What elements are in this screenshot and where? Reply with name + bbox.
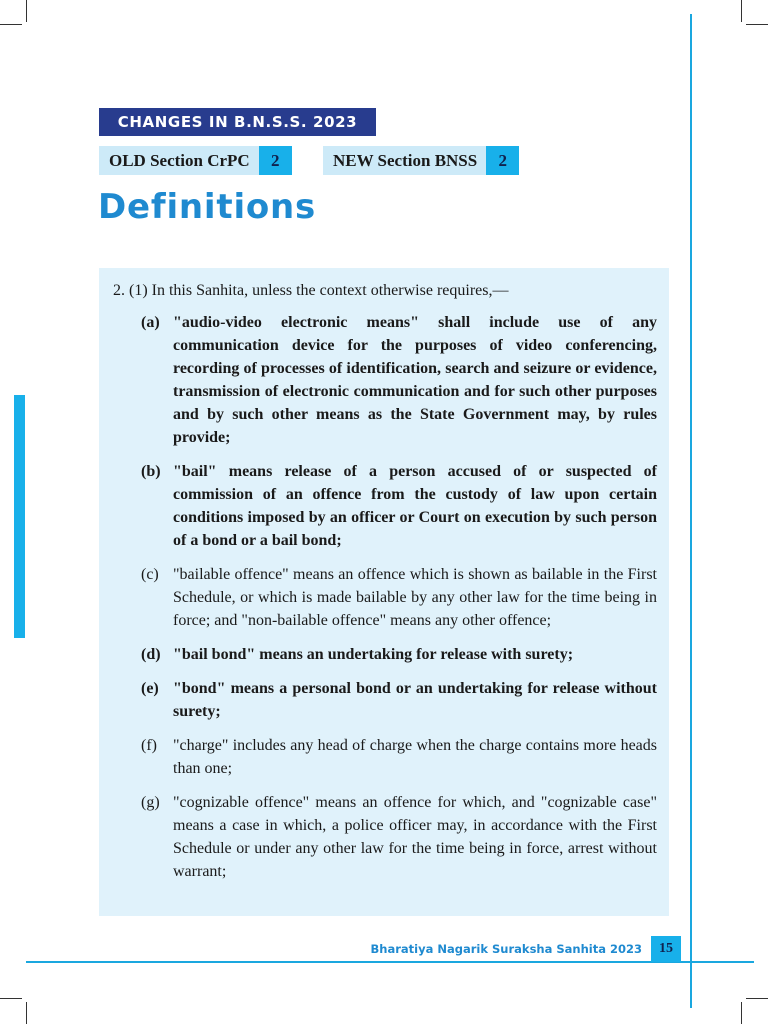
definition-item <box>141 311 657 449</box>
definition-mark: (b) <box>141 463 161 480</box>
definition-text: "bond" means a personal bond or an undertaking for release without surety; <box>173 680 657 720</box>
old-section-number: 2 <box>259 146 292 175</box>
page-number: 15 <box>651 936 681 962</box>
definition-item <box>141 563 657 632</box>
definition-text: "bailable offence" means an offence which is shown as bailable in the First Schedule, or which is made bailable by any other law for the time being in force; and "non-bailable offence" means any other offence; <box>173 566 657 629</box>
old-section-label: OLD Section CrPC <box>99 146 259 175</box>
crop-mark <box>0 998 22 999</box>
footer-rule <box>26 961 754 963</box>
definition-item <box>141 643 657 666</box>
definition-mark: (d) <box>141 646 161 663</box>
footer-book-title: Bharatiya Nagarik Suraksha Sanhita 2023 <box>370 942 642 956</box>
side-accent-bar <box>14 395 25 638</box>
definition-text: "bail" means release of a person accused of or suspected of commission of an offence from the custody of law upon certain conditions imposed by an officer or Court on execution by such person of a bond or a bail bond; <box>173 463 657 549</box>
page-title: Definitions <box>98 187 317 227</box>
margin-rule <box>690 14 692 1008</box>
intro-text: 2. (1) In this Sanhita, unless the context otherwise requires,— <box>113 282 509 299</box>
definition-mark: (e) <box>141 680 159 697</box>
definition-mark: (c) <box>141 566 159 583</box>
definition-mark: (a) <box>141 314 160 331</box>
definition-text: "audio-video electronic means" shall include use of any communication device for the purposes of video conferencing, recording of processes of identification, search and seizure or evidence, transmission of electronic communication and for such other purposes and by such other means as the State Government may, by rules provide; <box>173 314 657 446</box>
definition-item <box>141 734 657 780</box>
definition-text: "cognizable offence" means an offence for which, and "cognizable case" means a case in which, a police officer may, in accordance with the First Schedule or under any other law for the time being in force, arrest without warrant; <box>173 794 657 880</box>
definition-text: "charge" includes any head of charge when the charge contains more heads than one; <box>173 737 657 777</box>
definition-item <box>141 791 657 883</box>
new-section-pill <box>323 146 519 175</box>
definitions-box <box>99 268 669 916</box>
definition-item <box>141 460 657 552</box>
crop-mark <box>0 24 22 25</box>
definition-mark: (f) <box>141 737 157 754</box>
changes-badge: CHANGES IN B.N.S.S. 2023 <box>99 108 376 136</box>
crop-mark <box>741 0 742 22</box>
crop-mark <box>26 0 27 22</box>
old-section-pill <box>99 146 292 175</box>
new-section-number: 2 <box>486 146 519 175</box>
new-section-label: NEW Section BNSS <box>323 146 486 175</box>
definition-item <box>141 677 657 723</box>
crop-mark <box>746 998 768 999</box>
crop-mark <box>26 1002 27 1024</box>
definition-text: "bail bond" means an undertaking for release with surety; <box>173 646 574 663</box>
definition-mark: (g) <box>141 794 160 811</box>
crop-mark <box>746 24 768 25</box>
crop-mark <box>741 1002 742 1024</box>
definitions-list <box>141 311 657 894</box>
